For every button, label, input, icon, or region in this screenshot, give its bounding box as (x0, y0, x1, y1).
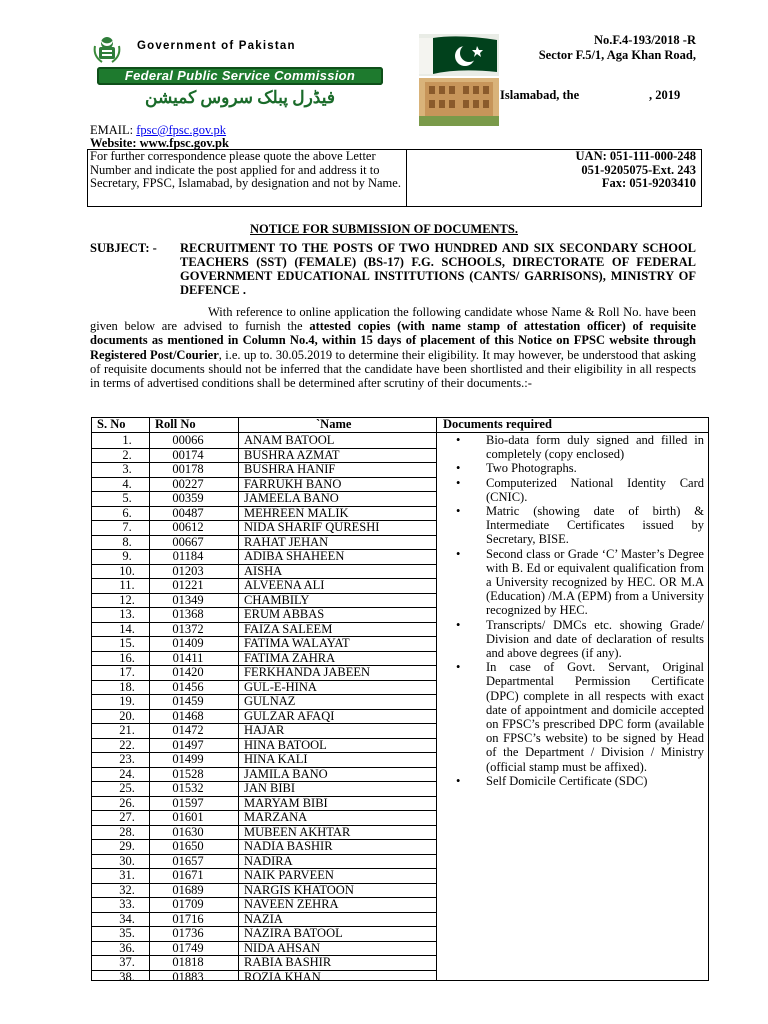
document-item (440, 461, 704, 475)
phone-number: 051-9205075-Ext. 243 (581, 162, 696, 177)
cell-sno: 31. (119, 868, 135, 882)
cell-name: HAJAR (244, 723, 285, 737)
subject-label: SUBJECT: - (90, 241, 157, 255)
candidates-table (91, 417, 709, 984)
email-label: EMAIL: (90, 123, 134, 137)
table-row (91, 796, 437, 811)
document-item (440, 618, 704, 661)
table-row (91, 520, 437, 535)
cell-sno: 12. (119, 592, 135, 607)
cell-name: NIDA AHSAN (244, 940, 321, 955)
cell-sno: 36. (119, 940, 135, 955)
table-row (91, 825, 437, 840)
cell-roll: 00066 (172, 433, 204, 447)
cell-sno: 32. (119, 882, 135, 897)
cell-name: GULZAR AFAQI (244, 708, 335, 723)
cell-roll: 01372 (172, 621, 204, 636)
correspondence-note: For further correspondence please quote the above Letter Number and indicate the post applied for and address it to Secretary, FPSC, Islamabad, by designation and not by Name. (90, 149, 401, 191)
bullet-icon: • (456, 475, 461, 490)
cell-sno: 4. (122, 476, 132, 491)
fax-number: Fax: 051-9203410 (601, 176, 696, 191)
cell-sno: 37. (119, 955, 135, 969)
cell-name: ALVEENA ALI (244, 578, 325, 592)
document-text: Two Photographs. (486, 461, 577, 476)
cell-sno: 35. (119, 926, 135, 940)
cell-sno: 18. (119, 679, 135, 694)
contact-numbers (576, 150, 696, 191)
cell-roll: 01497 (172, 737, 204, 752)
bullet-icon: • (456, 546, 461, 561)
cell-roll: 01709 (172, 897, 204, 911)
paragraph-part-2: , i.e. up to. 30.05.2019 to determine their eligibility. It may however, be understood that asking of requisite documents should not be inferred that the candidate have been shortlisted and their eligibility in all respects in terms of advertised conditions shall be determined after scrutiny of their documents.:- (90, 347, 696, 391)
table-row (91, 694, 437, 709)
bullet-icon: • (456, 461, 461, 476)
cell-name: FATIMA ZAHRA (244, 650, 336, 665)
cell-name: NARGIS KHATOON (244, 882, 354, 897)
notice-title: NOTICE FOR SUBMISSION OF DOCUMENTS. (250, 222, 518, 236)
table-row (91, 636, 437, 651)
cell-sno: 29. (119, 839, 135, 853)
cell-name: ADIBA SHAHEEN (244, 549, 345, 563)
cell-roll: 01689 (172, 882, 204, 897)
cell-sno: 38. (119, 969, 135, 984)
header-sno: S. No (97, 417, 126, 431)
cell-name: GULNAZ (244, 694, 296, 708)
cell-name: NADIA BASHIR (244, 839, 333, 853)
cell-name: RAHAT JEHAN (244, 534, 329, 549)
commission-banner: Federal Public Service Commission (97, 67, 383, 85)
table-row (91, 941, 437, 956)
cell-roll: 01468 (172, 708, 204, 723)
cell-sno: 28. (119, 824, 135, 839)
table-row (91, 810, 437, 825)
table-row (91, 535, 437, 550)
bullet-icon: • (456, 660, 461, 675)
cell-roll: 01630 (172, 824, 204, 839)
cell-roll: 00174 (172, 447, 204, 462)
bullet-icon: • (456, 504, 461, 519)
table-row (91, 926, 437, 941)
table-row (91, 549, 437, 564)
cell-name: FAIZA SALEEM (244, 621, 333, 636)
cell-roll: 01650 (172, 839, 204, 853)
uan-number: UAN: 051-111-000-248 (575, 149, 696, 163)
cell-sno: 6. (122, 505, 132, 520)
cell-sno: 5. (122, 491, 132, 505)
table-row (91, 955, 437, 970)
cell-name: NAIK PARVEEN (244, 868, 334, 882)
table-row (91, 607, 437, 622)
cell-roll: 01420 (172, 665, 204, 679)
cell-roll: 01532 (172, 781, 204, 795)
cell-roll: 01736 (172, 926, 204, 940)
cell-roll: 01883 (172, 969, 204, 984)
cell-sno: 34. (119, 911, 135, 926)
cell-sno: 26. (119, 795, 135, 810)
document-text: Bio-data form duly signed and filled in completely (copy enclosed) (486, 433, 704, 462)
email-link[interactable]: fpsc@fpsc.gov.pk (136, 123, 227, 137)
table-row (91, 854, 437, 869)
cell-name: NADIRA (244, 853, 293, 868)
cell-name: MARZANA (244, 810, 308, 824)
table-row (91, 462, 437, 477)
cell-name: JAMILA BANO (244, 766, 328, 781)
cell-name: JAN BIBI (244, 781, 296, 795)
table-row (91, 767, 437, 782)
document-text: Transcripts/ DMCs etc. showing Grade/ Division and date of declaration of results and above degrees (if any). (486, 617, 704, 661)
table-row (91, 622, 437, 637)
cell-roll: 01203 (172, 563, 204, 578)
cell-roll: 01528 (172, 766, 204, 781)
cell-name: NIDA SHARIF QURESHI (244, 520, 380, 534)
header-name: `Name (316, 417, 352, 431)
cell-name: ERUM ABBAS (244, 607, 325, 621)
cell-sno: 33. (119, 897, 135, 911)
cell-name: MEHREEN MALIK (244, 505, 349, 520)
cell-roll: 00359 (172, 491, 204, 505)
document-text: Matric (showing date of birth) & Intermediate Certificates issued by Secretary, BISE. (486, 504, 704, 547)
document-item (440, 476, 704, 504)
cell-sno: 20. (119, 708, 135, 723)
paragraph-part-1: With reference to online application the following candidate whose Name & Roll No. have been given below are advised to furnish the (90, 305, 696, 334)
table-row (91, 709, 437, 724)
cell-roll: 01601 (172, 810, 204, 824)
subject-text: RECRUITMENT TO THE POSTS OF TWO HUNDRED AND SIX SECONDARY SCHOOL TEACHERS (SST) (FEMALE) (BS-17) F.G. SCHOOLS, DIRECTORATE OF FEDERAL GOVERNMENT EDUCATIONAL INSTITUTIONS (CANTS/ GARRISONS), MINISTRY OF DEFENCE . (180, 241, 696, 297)
cell-roll: 01411 (172, 650, 204, 665)
cell-name: FARRUKH BANO (244, 476, 342, 491)
cell-roll: 01409 (172, 636, 204, 650)
document-item (440, 660, 704, 774)
cell-name: BUSHRA HANIF (244, 462, 336, 476)
cell-sno: 14. (119, 621, 135, 636)
cell-sno: 3. (122, 462, 132, 476)
place-date: Islamabad, the (500, 88, 580, 102)
cell-name: CHAMBILY (244, 592, 310, 607)
cell-name: MUBEEN AKHTAR (244, 824, 351, 839)
cell-sno: 2. (122, 447, 132, 462)
table-row (91, 651, 437, 666)
table-row (91, 883, 437, 898)
cell-name: RABIA BASHIR (244, 955, 332, 969)
letter-year: , 2019 (649, 88, 681, 102)
bullet-icon: • (456, 617, 461, 632)
table-row (91, 839, 437, 854)
cell-roll: 01749 (172, 940, 204, 955)
commission-urdu: فیڈرل پبلک سروس کمیشن (145, 88, 335, 107)
cell-roll: 00178 (172, 462, 204, 476)
cell-name: GUL-E-HINA (244, 679, 317, 694)
table-row (91, 897, 437, 912)
document-item (440, 774, 704, 788)
cell-roll: 01459 (172, 694, 204, 708)
cell-sno: 8. (122, 534, 132, 549)
cell-roll: 01597 (172, 795, 204, 810)
table-row (91, 912, 437, 927)
bullet-icon: • (456, 433, 461, 447)
cell-sno: 15. (119, 636, 135, 650)
documents-list (440, 433, 704, 788)
cell-sno: 9. (122, 549, 132, 563)
cell-name: NAZIRA BATOOL (244, 926, 343, 940)
cell-name: AISHA (244, 563, 283, 578)
pakistan-flag-icon (419, 34, 499, 76)
table-row (91, 738, 437, 753)
website-line: Website: www.fpsc.gov.pk (90, 136, 229, 150)
document-item (440, 547, 704, 618)
table-row (91, 665, 437, 680)
cell-roll: 01456 (172, 679, 204, 694)
cell-sno: 16. (119, 650, 135, 665)
table-row (91, 593, 437, 608)
cell-sno: 19. (119, 694, 135, 708)
cell-roll: 00487 (172, 505, 204, 520)
cell-sno: 7. (122, 520, 132, 534)
table-row (91, 477, 437, 492)
document-item (440, 433, 704, 461)
cell-sno: 11. (119, 578, 135, 592)
cell-sno: 24. (119, 766, 135, 781)
table-row (91, 448, 437, 463)
cell-name: HINA BATOOL (244, 737, 327, 752)
cell-roll: 01368 (172, 607, 204, 621)
office-address: Sector F.5/1, Aga Khan Road, (538, 48, 696, 62)
cell-name: HINA KALI (244, 752, 308, 766)
table-row (91, 781, 437, 796)
cell-sno: 10. (119, 563, 135, 578)
table-row (91, 491, 437, 506)
cell-roll: 00227 (172, 476, 204, 491)
cell-sno: 27. (119, 810, 135, 824)
cell-name: ANAM BATOOL (244, 433, 335, 447)
cell-sno: 22. (119, 737, 135, 752)
cell-name: BUSHRA AZMAT (244, 447, 340, 462)
cell-roll: 01657 (172, 853, 204, 868)
cell-sno: 17. (119, 665, 135, 679)
cell-name: FATIMA WALAYAT (244, 636, 350, 650)
table-row (91, 723, 437, 738)
cell-roll: 00612 (172, 520, 204, 534)
cell-roll: 01716 (172, 911, 204, 926)
table-row (91, 578, 437, 593)
document-item (440, 504, 704, 547)
government-heading: Government of Pakistan (137, 40, 296, 52)
table-row (91, 564, 437, 579)
cell-name: FERKHANDA JABEEN (244, 665, 371, 679)
document-text: Self Domicile Certificate (SDC) (486, 773, 648, 788)
notice-paragraph (90, 305, 696, 390)
cell-roll: 01349 (172, 592, 204, 607)
table-row (91, 752, 437, 767)
cell-sno: 13. (119, 607, 135, 621)
cell-sno: 21. (119, 723, 135, 737)
cell-sno: 23. (119, 752, 135, 766)
document-text: Second class or Grade ‘C’ Master’s Degree with B. Ed or equivalent qualification from a University recognized by HEC. OR M.A (Education) /M.A (EPM) from a University recognized by HEC. (486, 546, 704, 618)
table-row (91, 868, 437, 883)
table-row (91, 970, 437, 985)
cell-roll: 01499 (172, 752, 204, 766)
cell-roll: 01818 (172, 955, 204, 969)
document-text: Computerized National Identity Card (CNIC). (486, 475, 704, 504)
fpsc-building-icon (419, 78, 499, 126)
paragraph-bold: attested copies (with name stamp of attestation officer) of requisite documents as mentioned in Column No.4, within 15 days of placement of this Notice on FPSC website through Registered Post/Courier (90, 319, 696, 362)
cell-sno: 25. (119, 781, 135, 795)
cell-name: NAZIA (244, 911, 283, 926)
cell-name: JAMEELA BANO (244, 491, 339, 505)
header-roll: Roll No (155, 417, 196, 431)
cell-roll: 00667 (172, 534, 204, 549)
cell-name: MARYAM BIBI (244, 795, 328, 810)
cell-roll: 01221 (172, 578, 204, 592)
cell-name: ROZIA KHAN (244, 969, 321, 984)
state-emblem-icon (92, 34, 122, 64)
reference-number: No.F.4-193/2018 -R (594, 33, 696, 47)
cell-roll: 01671 (172, 868, 204, 882)
reference-block (539, 33, 696, 63)
cell-sno: 30. (119, 853, 135, 868)
header-documents: Documents required (443, 417, 552, 431)
table-row (91, 433, 437, 448)
table-row (91, 506, 437, 521)
cell-name: NAVEEN ZEHRA (244, 897, 339, 911)
cell-roll: 01472 (172, 723, 204, 737)
cell-roll: 01184 (172, 549, 204, 563)
table-row (91, 680, 437, 695)
cell-sno: 1. (122, 433, 132, 447)
bullet-icon: • (456, 773, 461, 788)
document-text: In case of Govt. Servant, Original Departmental Permission Certificate (DPC) complete in all respects with exact date of appointment and domicile accepted on FPSC’s prescribed DPC form (available on FPSC’s website) to be signed by Head of the Department / Division / Ministry (official stamp must be affixed). (486, 660, 704, 774)
